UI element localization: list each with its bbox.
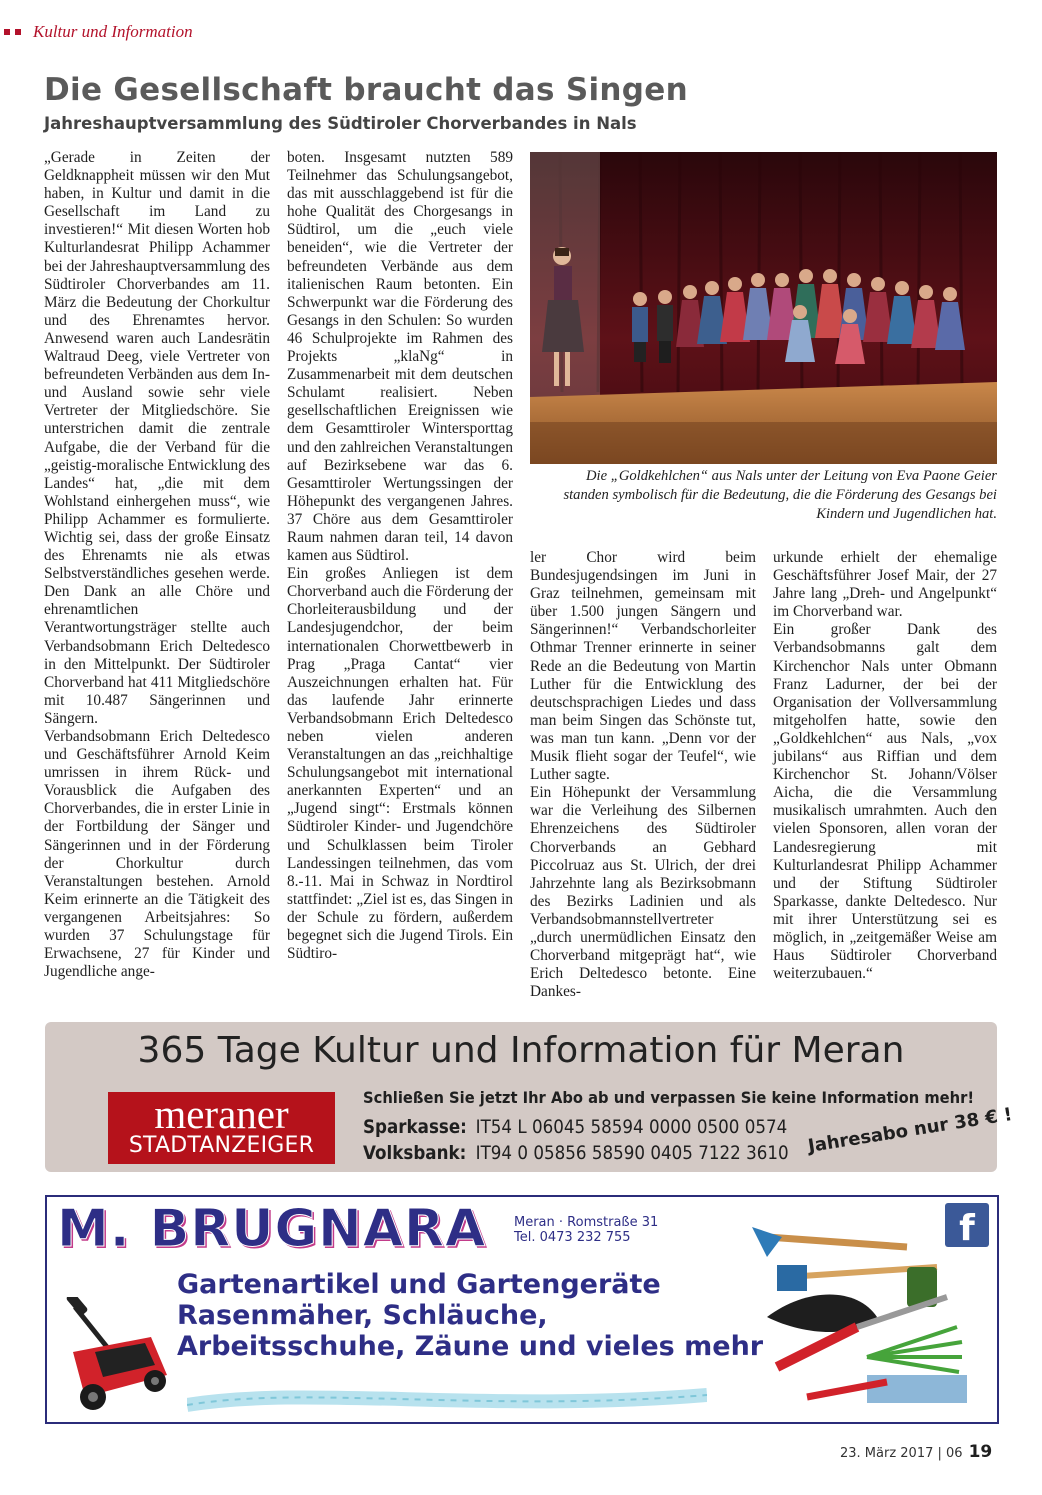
section-header (0, 20, 193, 44)
phone-line: Tel. 0473 232 755 (514, 1230, 631, 1245)
article-column-1 (44, 149, 270, 981)
issue-date: 23. März 2017 | 06 (840, 1446, 963, 1461)
page-number: 19 (968, 1442, 993, 1462)
bank-row-sparkasse (363, 1116, 787, 1138)
store-address (514, 1215, 658, 1245)
paragraph: Ein großer Dank des Verbandsobmanns galt dem Kirchenchor Nals unter Obmann Franz Ladurner, der bei der Organisation der Vollversammlung mitgeholfen hatte, sowie den „Goldkehlchen“ aus Nals, „vox jubilans“ aus Riffian und dem Kirchenchor St. Johann/Völser Aicha, die die Versammlung musikalisch umrahmten. Auch den vielen Sponsoren, allen voran der Landesregierung mit Kulturlandesrat Philipp Achammer und der Stiftung Südtiroler Sparkasse, dankte Deltedesco. Nur mit ihrer Unterstützung sei es möglich, in „zeitgemäßer Weise am Haus Südtiroler Chorverband weiterzubauen.“ (773, 621, 997, 983)
product-line: Rasenmäher, Schläuche, (177, 1300, 548, 1331)
paragraph: Ein großes Anliegen ist dem Chorverband auch die Förderung der Chorleiterausbildung und der Landesjugendchor, der beim internationalen Chorwettbewerb in Prag „Praga Cantat“ vier Auszeichnungen erhalten hat. Für das laufende Jahr erinnerte Verbandsobmann Erich Deltedesco neben vielen anderen Veranstaltungen an das „reichhaltige Schulungsangebot mit international anerkannten Experten“ und an „Jugend singt“: Erstmals können Südtiroler Kinder- und Jugendchöre und Schulklassen beim Tiroler Landessingen teilnehmen, das vom 8.-11. Mai in Schwaz in Nordtirol stattfindet: „Ziel ist es, das Singen in der Schule zu fördern, außerdem begegnet sich die Jugend Tirols. Ein Südtiro- (287, 565, 513, 963)
section-label: Kultur und Information (33, 22, 193, 41)
paragraph: urkunde erhielt der ehemalige Geschäftsführer Josef Mair, der 27 Jahre lang „Dreh- und Angelpunkt“ im Chorverband war. (773, 549, 997, 621)
page-footer (840, 1442, 992, 1462)
article-subheadline: Jahreshauptversammlung des Südtiroler Chorverbandes in Nals (44, 114, 637, 133)
paragraph: Verbandsobmann Erich Deltedesco und Geschäftsführer Arnold Keim umrissen in ihrem Rück- und Vorausblick die Aufgaben des Chorverbandes, die in erster Linie in der Fortbildung der Sänger und Sängerinnen und in der Förderung der Chorkultur durch Veranstaltungen bestehen. Arnold Keim erinnerte an die Tätigkeit des vergangenen Arbeitsjahres: So wurden 37 Schulungstage für Erwachsene, 27 für Kinder und Jugendliche ange- (44, 728, 270, 981)
paragraph: boten. Insgesamt nutzten 589 Teilnehmer das Schulungsangebot, das mit ausschlaggebend ist für die hohe Qualität des Chorgesangs in Südtirol, um die „euch viele beneiden“, wie die Vertreter der befreundeten Verbände aus dem italienischen Raum betonten. Ein Schwerpunkt war die Förderung des Gesangs in den Schulen: So wurden 46 Schulprojekte im Rahmen des Projekts „klaNg“ in Zusammenarbeit mit dem deutschen Schulamt realisiert. Neben gesellschaftlichen Ereignissen wie dem Gesamttiroler Wintersporttag und den zahlreichen Veranstaltungen auf Bezirksebene war das 6. Gesamttiroler Wertungssingen der Höhepunkt des vergangenen Jahres. 37 Chöre aus dem Gesamttiroler Raum nahmen daran teil, 14 davon kamen aus Südtirol. (287, 149, 513, 565)
bank-iban: IT54 L 06045 58594 0000 0500 0574 (475, 1116, 788, 1138)
article-column-4 (773, 549, 997, 983)
section-marker-icon (4, 29, 10, 35)
choir-photo (530, 152, 997, 464)
garden-tools-icon (747, 1207, 987, 1417)
paragraph: Ein Höhepunkt der Versammlung war die Verleihung des Silbernen Ehrenzeichens des Südtiroler Chorverbands an Gebhard Piccolruaz aus St. Ulrich, der drei Jahrzehnte lang als Bezirksobmann des Bezirks Ladinien und als Verbandsobmannstellvertreter „durch unermüdlichen Einsatz den Chorverband mitgeprägt hat“, wie Erich Deltedesco betonte. Eine Dankes- (530, 784, 756, 1001)
facebook-icon[interactable]: f (945, 1203, 989, 1247)
lawn-mower-icon (55, 1297, 175, 1417)
logo-wordmark: meraner (154, 1091, 289, 1137)
logo-subtitle: STADTANZEIGER (128, 1133, 315, 1158)
article-headline: Die Gesellschaft braucht das Singen (44, 72, 688, 108)
photo-caption (530, 467, 997, 524)
paragraph: „Gerade in Zeiten der Geldknappheit müssen wir den Mut haben, in Kultur und damit in die Gesellschaft im Land zu investieren!“ Mit diesen Worten hob Kulturlandesrat Philipp Achammer bei der Jahreshauptversammlung des Südtiroler Chorverbandes am 11. März die Bedeutung der Chorkultur und des Ehrenamtes hervor. Anwesend waren auch Landesrätin Waltraud Deeg, viele Vertreter von befreundeten Verbänden aus dem In- und Ausland sowie sehr viele Vertreter der Mitgliedschöre. Sie unterstrichen damit die zentrale Aufgabe, die der Verband für die „geistig-moralische Entwicklung des Landes“ hat, „die mit dem Wohlstand einhergehen muss“, wie Philipp Achammer es formulierte. Wichtig sei, dass der große Einsatz des Ehrenamts nie als etwas Selbstverständliches gesehen werde. Den Dank an alle Chöre und ehrenamtlichen Verantwortungsträger stellte auch Verbandsobmann Erich Deltedesco in den Mittelpunkt. Der Südtiroler Chorverband hat 411 Mitgliedschöre mit 10.487 Sängerinnen und Sängern. (44, 149, 270, 727)
bank-name: Volksbank: (363, 1142, 467, 1164)
meraner-subscription-ad (45, 1022, 1014, 1172)
address-line: Meran · Romstraße 31 (514, 1215, 659, 1230)
caption-line: Die „Goldkehlchen“ aus Nals unter der Leitung von Eva Paone Geier (586, 468, 997, 484)
garden-hose-icon (187, 1365, 707, 1421)
brugnara-logo: M. BRUGNARA (57, 1199, 487, 1259)
article-column-2 (287, 149, 513, 963)
caption-line: standen symbolisch für die Bedeutung, die die Förderung des Gesangs bei (563, 487, 997, 503)
paragraph: ler Chor wird beim Bundesjugendsingen im Juni in Graz teilnehmen, gemeinsam mit über 1.500 jungen Sängern und Sängerinnen!“ Verbandschorleiter Othmar Trenner erinnerte in seiner Rede an die Bedeutung von Martin Luther für die Entwicklung des deutschsprachigen Liedes und dass man beim Singen das Schönste tut, was man tun kann. „Denn vor der Musik flieht sogar der Teufel“, wie Luther sagte. (530, 549, 756, 784)
meraner-logo (108, 1092, 335, 1164)
product-line: Gartenartikel und Gartengeräte (177, 1269, 661, 1300)
bank-name: Sparkasse: (363, 1116, 467, 1138)
ad-slogan: Schließen Sie jetzt Ihr Abo ab und verpassen Sie keine Information mehr! (363, 1088, 975, 1107)
brugnara-ad (45, 1195, 999, 1424)
article-column-3 (530, 549, 756, 1001)
section-marker-icon (15, 29, 21, 35)
bank-row-volksbank (363, 1142, 789, 1164)
ad-title: 365 Tage Kultur und Information für Meran (137, 1030, 905, 1071)
caption-line: Kindern und Jugendlichen hat. (816, 506, 997, 522)
subscription-price: Jahresabo nur 38 € ! (806, 1103, 1014, 1158)
product-line: Arbeitsschuhe, Zäune und vieles mehr (177, 1331, 764, 1362)
bank-iban: IT94 0 05856 58590 0405 7122 3610 (475, 1142, 789, 1164)
ad-product-lines (177, 1269, 763, 1362)
